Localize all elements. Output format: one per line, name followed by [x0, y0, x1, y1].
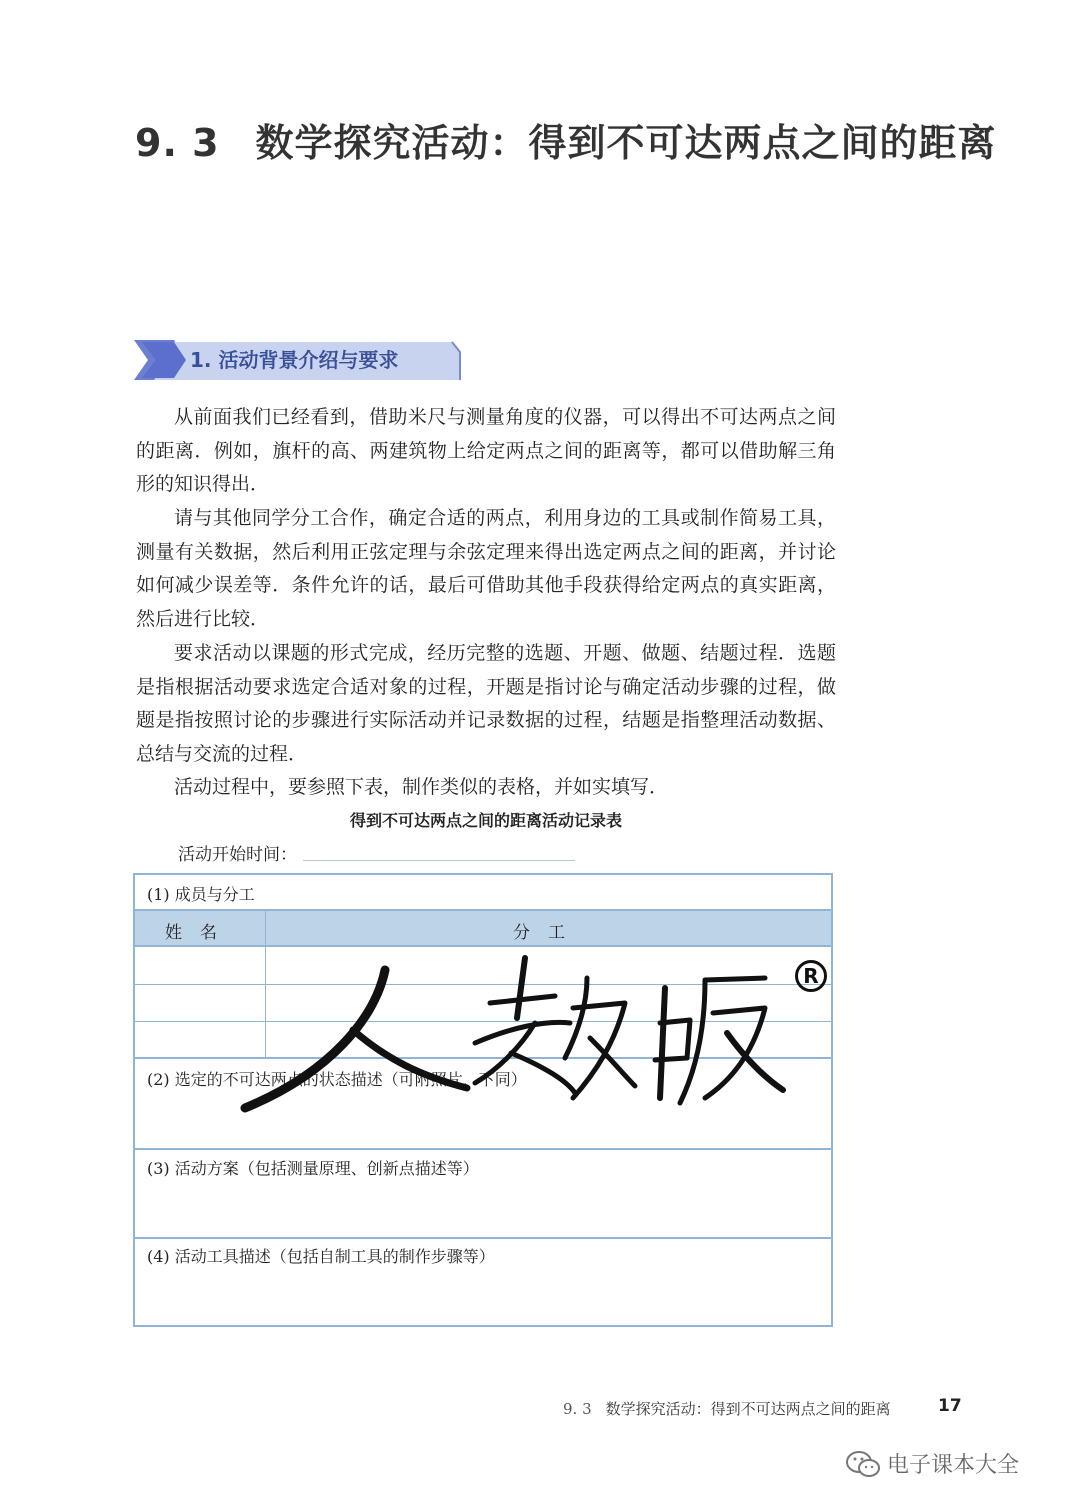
footer-title: 数学探究活动：得到不可达两点之间的距离 [605, 1400, 891, 1418]
channel-name: 电子课本大全 [887, 1453, 1020, 1478]
col-role-header: 分工 [513, 923, 583, 943]
sec3-label: (3) 活动方案（包括测量原理、创新点描述等） [147, 1159, 479, 1178]
table-row [135, 984, 831, 985]
chapter-title [135, 112, 997, 167]
wechat-icon [845, 1450, 881, 1480]
section-divider [135, 1148, 831, 1150]
column-divider [265, 947, 266, 1057]
registered-mark: R [795, 960, 827, 992]
start-time-label: 活动开始时间： [178, 845, 297, 865]
paragraph-2: 请与其他同学分工合作，确定合适的两点，利用身边的工具或制作简易工具，测量有关数据，然后利用正弦定理与余弦定理来得出选定两点之间的距离，并讨论如何减少误差等．条件允许的话，最后可借助其他手段获得给定两点的真实距离，然后进行比较． [136, 507, 836, 630]
sec2-label: (2) 选定的不可达两点的状态描述（可附照片，下同） [147, 1070, 527, 1089]
paragraph-3: 要求活动以课题的形式完成，经历完整的选题、开题、做题、结题过程．选题是指根据活动要求选定合适对象的过程，开题是指讨论与确定活动步骤的过程，做题是指按照讨论的步骤进行实际活动并记录数据的过程，结题是指整理活动数据、总结与交流的过程． [136, 642, 836, 765]
start-time-blank [303, 859, 575, 861]
section-title: 数学探究活动：得到不可达两点之间的距离 [255, 121, 997, 165]
start-time-field [178, 840, 575, 865]
running-footer [563, 1398, 891, 1419]
section-heading: 1. 活动背景介绍与要求 [190, 348, 399, 372]
section-banner [134, 338, 464, 380]
sec1-label: (1) 成员与分工 [147, 885, 255, 904]
table-title: 得到不可达两点之间的距离活动记录表 [349, 811, 622, 830]
record-table [133, 873, 833, 1327]
paragraph-1: 从前面我们已经看到，借助米尺与测量角度的仪器，可以得出不可达两点之间的距离．例如，旗杆的高、两建筑物上给定两点之间的距离等，都可以借助解三角形的知识得出． [136, 406, 836, 495]
paragraph-4: 活动过程中，要参照下表，制作类似的表格，并如实填写． [174, 776, 669, 798]
sec4-label: (4) 活动工具描述（包括自制工具的制作步骤等） [147, 1247, 495, 1266]
table-header-row [135, 909, 831, 947]
page-number: 17 [938, 1396, 962, 1416]
section-divider [135, 1237, 831, 1239]
table-row [135, 1021, 831, 1022]
section-divider [135, 1057, 831, 1059]
col-name-header: 姓名 [165, 923, 235, 943]
section-number: 9. 3 [135, 121, 220, 165]
footer-section-number: 9. 3 [563, 1400, 592, 1418]
